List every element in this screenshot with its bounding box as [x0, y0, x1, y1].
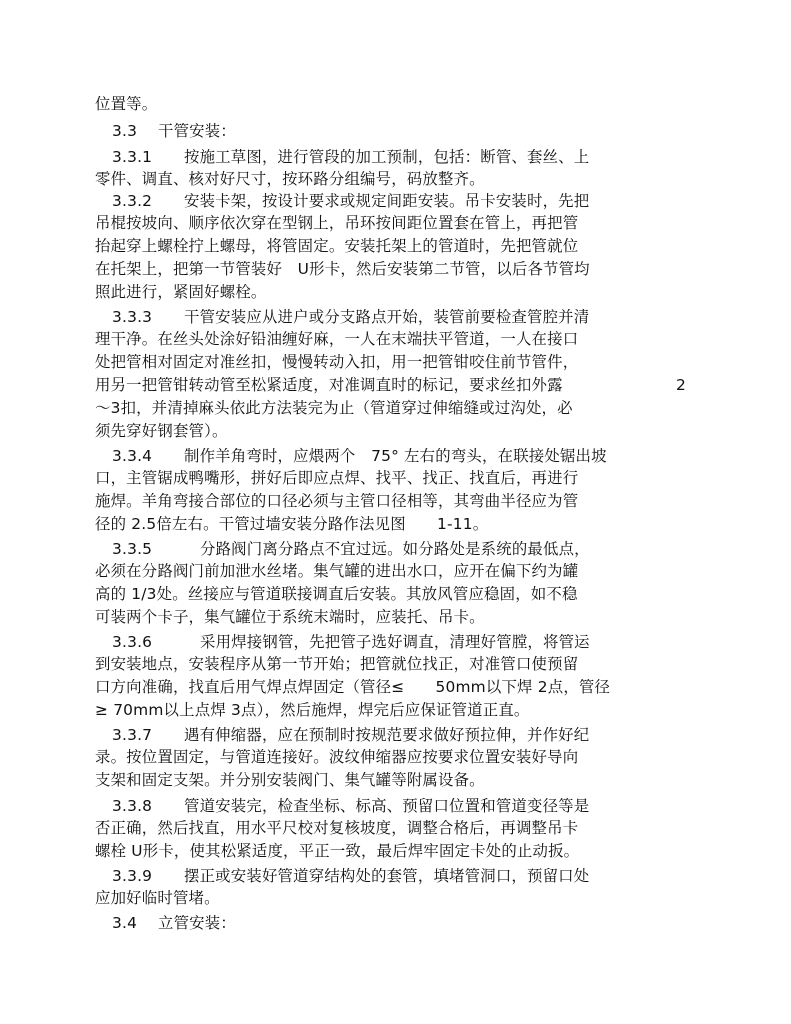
- section-heading-3-4: 3.4 立管安装：: [112, 914, 236, 932]
- text-line: 处把管相对固定对准丝扣，慢慢转动入扣，用一把管钳咬住前节管件，: [95, 353, 579, 371]
- text-line: 理干净。在丝头处涂好铅油缠好麻，一人在末端扶平管道，一人在接口: [95, 330, 579, 348]
- text-line: 可装两个卡子，集气罐位于系统末端时，应装托、吊卡。: [95, 608, 485, 626]
- text-line: 照此进行，紧固好螺栓。: [95, 283, 267, 301]
- text-line: ≥ 70mm以上点焊 3点），然后施焊，焊完后应保证管道正直。: [95, 701, 530, 719]
- clause-3-3-4: 3.3.4 制作羊角弯时，应煨两个 75° 左右的弯头，在联接处锯出坡: [112, 447, 607, 465]
- text-line: 吊棍按坡向、顺序依次穿在型钢上，吊环按间距位置套在管上，再把管: [95, 214, 579, 232]
- text-line: 录。按位置固定，与管道连接好。波纹伸缩器应按要求位置安装好导向: [95, 748, 579, 766]
- text-line: 零件、调直、核对好尺寸，按环路分组编号，码放整齐。: [95, 170, 485, 188]
- clause-3-3-3: 3.3.3 干管安装应从进户或分支路点开始，装管前要检查管腔并清: [112, 308, 590, 326]
- text-line: 施焊。羊角弯接合部位的口径必须与主管口径相等，其弯曲半径应为管: [95, 492, 579, 510]
- text-line: 否正确，然后找直，用水平尺校对复核坡度，调整合格后，再调整吊卡: [95, 819, 579, 837]
- text-line: ～3扣，并清掉麻头依此方法装完为止（管道穿过伸缩缝或过沟处，必: [95, 399, 573, 417]
- text-line: 位置等。: [95, 95, 158, 113]
- clause-3-3-8: 3.3.8 管道安装完，检查坐标、标高、预留口位置和管道变径等是: [112, 797, 590, 815]
- text-line: 到安装地点，安装程序从第一节开始；把管就位找正，对准管口使预留: [95, 655, 579, 673]
- text-line: 径的 2.5倍左右。干管过墙安装分路作法见图 1-11。: [95, 515, 489, 533]
- text-line: 必须在分路阀门前加泄水丝堵。集气罐的进出水口，应开在偏下约为罐: [95, 562, 579, 580]
- text-line: 用另一把管钳转动管至松紧适度，对准调直时的标记，要求丝扣外露: [95, 376, 563, 394]
- trailing-number: 2: [676, 376, 686, 394]
- text-line: 须先穿好钢套管）。: [95, 422, 228, 440]
- text-line: 抬起穿上螺栓拧上螺母，将管固定。安装托架上的管道时，先把管就位: [95, 237, 579, 255]
- clause-3-3-1: 3.3.1 按施工草图，进行管段的加工预制，包括：断管、套丝、上: [112, 148, 590, 166]
- text-line: 应加好临时管堵。: [95, 889, 220, 907]
- section-heading-3-3: 3.3 干管安装：: [112, 122, 236, 140]
- text-line: 口，主管锯成鸭嘴形，拼好后即应点焊、找平、找正、找直后，再进行: [95, 469, 579, 487]
- text-line: 在托架上，把第一节管装好 U形卡，然后安装第二节管，以后各节管均: [95, 260, 590, 278]
- clause-3-3-2: 3.3.2 安装卡架，按设计要求或规定间距安装。吊卡安装时，先把: [112, 192, 590, 210]
- clause-3-3-5: 3.3.5 分路阀门离分路点不宜过远。如分路处是系统的最低点，: [112, 540, 590, 558]
- clause-3-3-6: 3.3.6 采用焊接钢管，先把管子选好调直，清理好管膛，将管运: [112, 633, 590, 651]
- clause-3-3-7: 3.3.7 遇有伸缩器，应在预制时按规范要求做好预拉伸，并作好纪: [112, 726, 590, 744]
- text-line: 口方向准确，找直后用气焊点焊固定（管径≤ 50mm以下焊 2点，管径: [95, 678, 611, 696]
- text-line: 支架和固定支架。并分别安装阀门、集气罐等附属设备。: [95, 771, 485, 789]
- clause-3-3-9: 3.3.9 摆正或安装好管道穿结构处的套管，填堵管洞口，预留口处: [112, 867, 590, 885]
- text-line: 高的 1/3处。丝接应与管道联接调直后安装。其放风管应稳固，如不稳: [95, 585, 578, 603]
- text-line: 螺栓 U形卡，使其松紧适度，平正一致，最后焊牢固定卡处的止动扳。: [95, 842, 580, 860]
